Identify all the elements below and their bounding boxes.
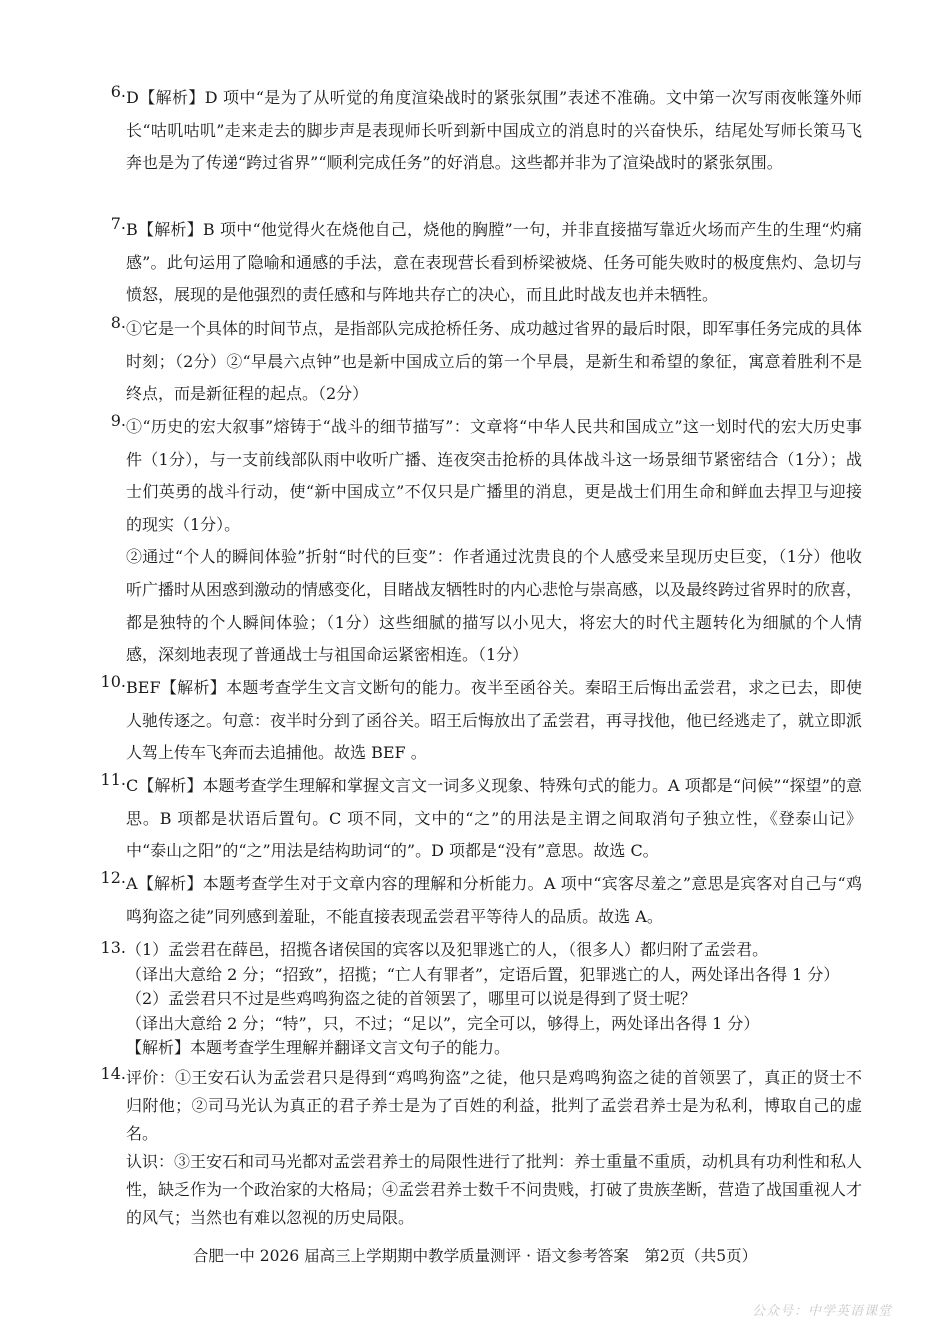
item-number: 14. [100, 1064, 126, 1083]
item-body [126, 82, 862, 180]
item-paragraph: （2）孟尝君只不过是些鸡鸣狗盗之徒的首领罢了，哪里可以说是得到了贤士呢？ [126, 989, 697, 1009]
item-number: 8. [110, 313, 126, 332]
watermark: 公众号：中学英语课堂 [751, 1304, 892, 1319]
item-body [126, 868, 862, 933]
item-paragraph: BEF【解析】本题考查学生文言文断句的能力。夜半至函谷关。秦昭王后悔出孟尝君，求之已去，即使人驰传逐之。句意：夜半时分到了函谷关。昭王后悔放出了孟尝君，再寻找他，他已经逃走了，就立即派人驾上传车飞奔而去追捕他。故选 BEF 。 [126, 678, 863, 763]
item-body [126, 672, 862, 770]
item-paragraph: ②通过“个人的瞬间体验”折射“时代的巨变”：作者通过沈贵良的个人感受来呈现历史巨变，（1分）他收听广播时从困惑到激动的情感变化，目睹战友牺牲时的内心悲怆与崇高感，以及最终跨过省界时的欣喜，都是独特的个人瞬间体验；（1分）这些细腻的描写以小见大，将宏大的时代主题转化为细腻的个人情感，深刻地表现了普通战士与祖国命运紧密相连。（1分） [126, 547, 863, 665]
item-number: 11. [100, 770, 126, 789]
item-number: 7. [110, 214, 126, 233]
item-paragraph: 【解析】本题考查学生理解并翻译文言文句子的能力。 [126, 1038, 511, 1058]
item-body [126, 313, 862, 411]
item-body [126, 1064, 862, 1232]
item-body [126, 770, 862, 868]
item-paragraph: 评价：①王安石认为孟尝君只是得到“鸡鸣狗盗”之徒，他只是鸡鸣狗盗之徒的首领罢了，真正的贤士不归附他；②司马光认为真正的君子养士是为了百姓的利益，批判了孟尝君养士是为私利，博取自己的虚名。 [126, 1068, 862, 1143]
item-paragraph: （译出大意给 2 分；“特”，只，不过；“足以”，完全可以，够得上，两处译出各得 1 分） [126, 1013, 760, 1033]
item-paragraph: ①“历史的宏大叙事”熔铸于“战斗的细节描写”：文章将“中华人民共和国成立”这一划时代的宏大历史事件（1分），与一支前线部队雨中收听广播、连夜突击抢桥的具体战斗这一场景细节紧密结合（1分）；战士们英勇的战斗行动，使“新中国成立”不仅只是广播里的消息，更是战士们用生命和鲜血去捍卫与迎接的现实（1分）。 [126, 417, 862, 534]
item-paragraph: B【解析】B 项中“他觉得火在烧他自己，烧他的胸膛”一句，并非直接描写靠近火场而产生的生理“灼痛感”。此句运用了隐喻和通感的手法，意在表现营长看到桥梁被烧、任务可能失败时的极度焦灼、急切与愤怒，展现的是他强烈的责任感和与阵地共存亡的决心，而且此时战友也并未牺牲。 [126, 220, 862, 305]
item-paragraph: （1）孟尝君在薛邑，招揽各诸侯国的宾客以及犯罪逃亡的人，（很多人）都归附了孟尝君。 [126, 940, 769, 959]
item-body [126, 938, 862, 1061]
item-paragraph: （译出大意给 2 分；“招致”，招揽；“亡人有罪者”，定语后置，犯罪逃亡的人，两处译出各得 1 分） [126, 964, 840, 984]
item-paragraph: ①它是一个具体的时间节点，是指部队完成抢桥任务、成功越过省界的最后时限，即军事任务完成的具体时刻；（2分）②“早晨六点钟”也是新中国成立后的第一个早晨，是新生和希望的象征，寓意着胜利不是终点，而是新征程的起点。（2分） [126, 319, 863, 404]
item-paragraph: C【解析】本题考查学生理解和掌握文言文一词多义现象、特殊句式的能力。A 项都是“问候”“探望”的意思。B 项都是状语后置句。C 项不同，文中的“之”的用法是主谓之间取消句子独立性，《登泰山记》中“泰山之阳”的“之”用法是结构助词“的”。D 项都是“没有”意思。故选 C。 [126, 776, 862, 861]
item-number: 12. [100, 868, 126, 887]
item-number: 9. [110, 411, 126, 430]
item-paragraph: A【解析】本题考查学生对于文章内容的理解和分析能力。A 项中“宾客尽羞之”意思是宾客对自己与“鸡鸣狗盗之徒”同列感到羞耻，不能直接表现孟尝君平等待人的品质。故选 A。 [126, 874, 862, 926]
item-number: 10. [100, 672, 126, 691]
item-paragraph: D【解析】D 项中“是为了从听觉的角度渲染战时的紧张氛围”表述不准确。文中第一次写雨夜帐篷外师长“咕叽咕叽”走来走去的脚步声是表现师长听到新中国成立的消息时的兴奋快乐，结尾处写师长策马飞奔也是为了传递“跨过省界”“顺利完成任务”的好消息。这些都并非为了渲染战时的紧张氛围。 [126, 88, 862, 173]
item-number: 13. [100, 938, 126, 957]
page-footer: 合肥一中 2026 届高三上学期期中教学质量测评 · 语文参考答案 第2页（共5页） [192, 1247, 758, 1265]
item-paragraph: 认识：③王安石和司马光都对孟尝君养士的局限性进行了批判：养士重量不重质，动机具有功利性和私人性，缺乏作为一个政治家的大格局；④孟尝君养士数千不问贵贱，打破了贵族垄断，营造了战国重视人才的风气；当然也有难以忽视的历史局限。 [126, 1152, 863, 1227]
item-body [126, 411, 862, 672]
item-number: 6. [110, 82, 126, 101]
item-body [126, 214, 862, 312]
